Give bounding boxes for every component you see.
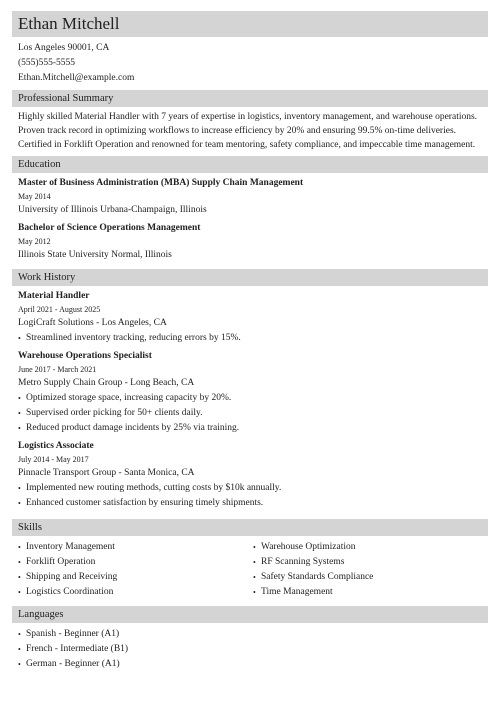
bullet-icon: • (253, 543, 256, 552)
bullet-icon: • (18, 424, 21, 433)
job-dates: July 2014 - May 2017 (18, 455, 89, 464)
skills-column-left (18, 540, 253, 600)
bullet-icon: • (18, 484, 21, 493)
section-header-work (12, 269, 488, 286)
degree-date: May 2014 (18, 192, 51, 201)
skill-text: Logistics Coordination (26, 587, 114, 597)
degree-date: May 2012 (18, 237, 51, 246)
bullet-icon: • (18, 645, 21, 654)
bullet-icon: • (18, 409, 21, 418)
company-name: Pinnacle Transport Group - Santa Monica, CA (18, 468, 195, 478)
list-item (253, 570, 488, 585)
list-item (18, 555, 253, 570)
name-header (12, 11, 488, 37)
bullet-icon: • (18, 394, 21, 403)
achievement-text: Streamlined inventory tracking, reducing errors by 15%. (26, 333, 241, 343)
section-title: Work History (18, 272, 76, 283)
language-text: German - Beginner (A1) (26, 659, 120, 669)
degree-title: Bachelor of Science Operations Management (18, 223, 201, 233)
summary-text: Highly skilled Material Handler with 7 years of expertise in logistics, inventory management, and warehouse operations. Proven track record in optimizing workflows to increase efficiency by 20% and ensuring 99.5% on-time deliveries. Certified in Forklift Operation and renowned for team mentoring, safety compliance, and impeccable time management. (18, 112, 478, 150)
contact-info (12, 41, 488, 86)
language-text: French - Intermediate (B1) (26, 644, 129, 654)
achievement-text: Reduced product damage incidents by 25% via training. (26, 423, 240, 433)
bullet-icon: • (18, 543, 21, 552)
work-entry (18, 349, 488, 436)
skill-text: RF Scanning Systems (261, 557, 345, 567)
bullet-icon: • (18, 558, 21, 567)
list-item (18, 406, 488, 421)
list-item (18, 481, 488, 496)
company-name: LogiCraft Solutions - Los Angeles, CA (18, 318, 167, 328)
education-list (12, 176, 488, 263)
section-title: Languages (18, 609, 64, 620)
company-name: Metro Supply Chain Group - Long Beach, CA (18, 378, 195, 388)
work-list (12, 289, 488, 511)
job-title: Warehouse Operations Specialist (18, 351, 152, 361)
section-header-skills (12, 519, 488, 536)
skill-text: Forklift Operation (26, 557, 96, 567)
bullet-icon: • (253, 588, 256, 597)
skills-list (18, 540, 488, 600)
skill-text: Time Management (261, 587, 333, 597)
job-title: Logistics Associate (18, 441, 94, 451)
skills-column-right (253, 540, 488, 600)
languages-list (18, 627, 488, 672)
education-entry (18, 176, 488, 218)
resume-page (0, 11, 500, 715)
section-title: Skills (18, 522, 42, 533)
list-item (18, 657, 488, 672)
bullet-icon: • (18, 334, 21, 343)
candidate-name: Ethan Mitchell (18, 14, 120, 33)
education-entry (18, 221, 488, 263)
achievement-text: Implemented new routing methods, cutting costs by $10k annually. (26, 483, 282, 493)
list-item (253, 585, 488, 600)
list-item (18, 391, 488, 406)
school-name: Illinois State University Normal, Illinois (18, 250, 172, 260)
school-name: University of Illinois Urbana-Champaign, Illinois (18, 205, 207, 215)
bullet-icon: • (18, 630, 21, 639)
list-item (18, 421, 488, 436)
list-item (18, 570, 253, 585)
section-header-education (12, 156, 488, 173)
job-dates: April 2021 - August 2025 (18, 305, 101, 314)
list-item (18, 627, 488, 642)
list-item (253, 540, 488, 555)
skill-text: Warehouse Optimization (261, 542, 356, 552)
section-header-languages (12, 606, 488, 623)
bullet-icon: • (18, 660, 21, 669)
work-entry (18, 289, 488, 346)
list-item (18, 585, 253, 600)
bullet-icon: • (18, 588, 21, 597)
list-item (18, 642, 488, 657)
contact-email: Ethan.Mitchell@example.com (18, 73, 135, 83)
list-item (18, 331, 488, 346)
skill-text: Inventory Management (26, 542, 115, 552)
achievement-text: Supervised order picking for 50+ clients daily. (26, 408, 203, 418)
section-title: Professional Summary (18, 93, 114, 104)
bullet-icon: • (253, 558, 256, 567)
list-item (253, 555, 488, 570)
bullet-icon: • (18, 499, 21, 508)
contact-phone: (555)555-5555 (18, 58, 75, 68)
achievement-text: Enhanced customer satisfaction by ensuring timely shipments. (26, 498, 264, 508)
section-header-summary (12, 90, 488, 107)
section-title: Education (18, 159, 61, 170)
list-item (18, 496, 488, 511)
skill-text: Shipping and Receiving (26, 572, 118, 582)
list-item (18, 540, 253, 555)
skill-text: Safety Standards Compliance (261, 572, 374, 582)
language-text: Spanish - Beginner (A1) (26, 629, 120, 639)
achievement-text: Optimized storage space, increasing capacity by 20%. (26, 393, 232, 403)
job-dates: June 2017 - March 2021 (18, 365, 97, 374)
bullet-icon: • (253, 573, 256, 582)
degree-title: Master of Business Administration (MBA) Supply Chain Management (18, 178, 304, 188)
work-entry (18, 439, 488, 511)
contact-location: Los Angeles 90001, CA (18, 43, 110, 53)
job-title: Material Handler (18, 291, 90, 301)
bullet-icon: • (18, 573, 21, 582)
